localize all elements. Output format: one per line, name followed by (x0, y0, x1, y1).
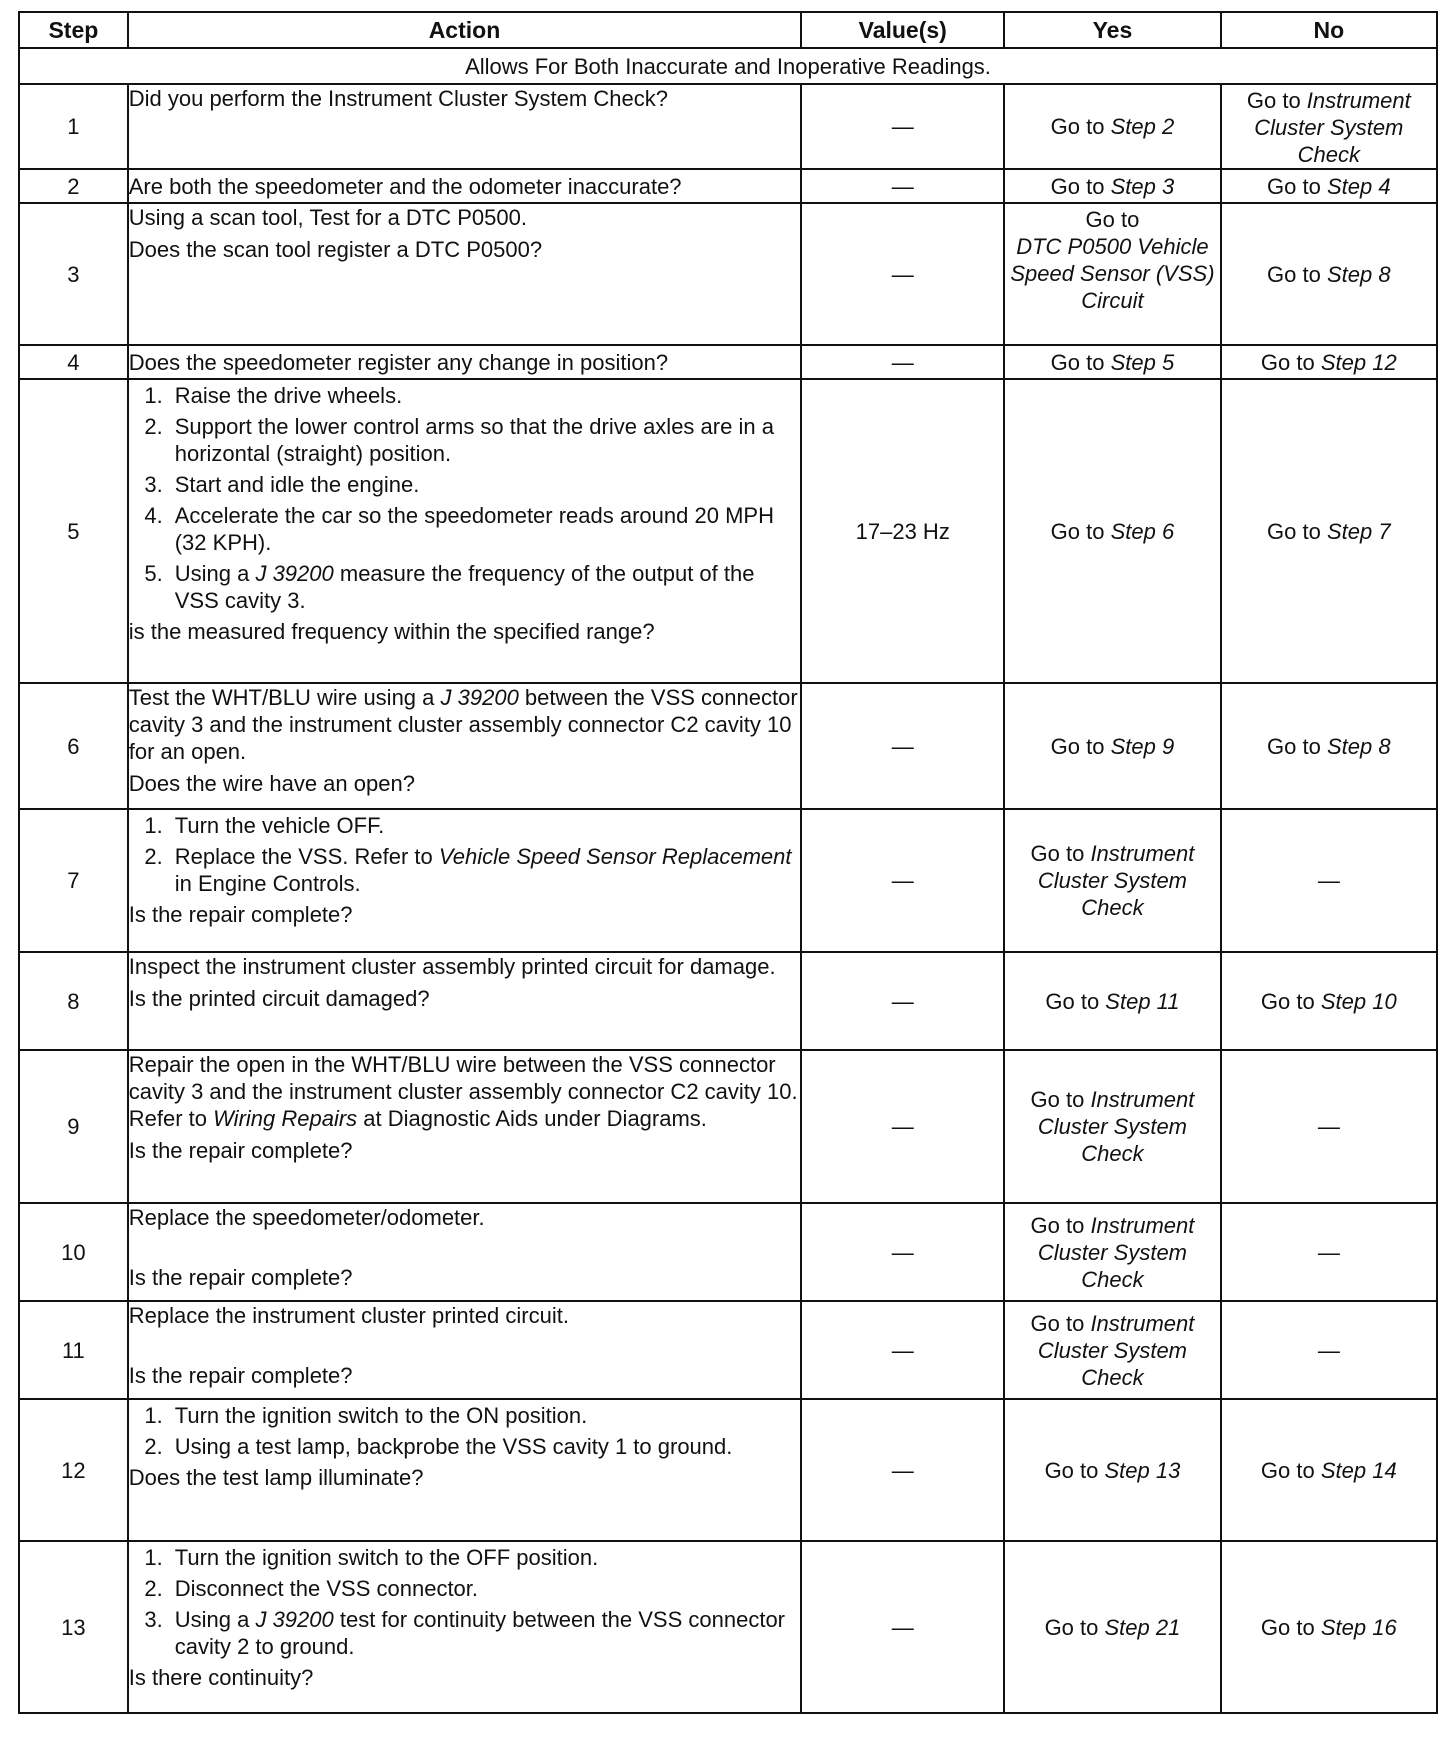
banner-row (19, 48, 1437, 84)
no-prefix: Go to (1260, 1614, 1321, 1640)
yes-reference: DTC P0500 Vehicle Speed Sensor (VSS) Circuit (1010, 234, 1215, 313)
step-number: 8 (19, 952, 128, 1050)
action-cell (128, 345, 801, 379)
step-number: 12 (19, 1399, 128, 1541)
action-steps (129, 812, 800, 897)
yes-reference: Step 11 (1105, 988, 1180, 1014)
action-cell (128, 1050, 801, 1203)
action-cell (128, 809, 801, 952)
no-reference: Step 4 (1326, 173, 1391, 199)
action-instruction: Replace the instrument cluster printed circuit. (128, 1303, 569, 1328)
action-instruction: Using a scan tool, Test for a DTC P0500. (128, 205, 527, 230)
table-row (19, 1399, 1437, 1541)
header-no: No (1221, 12, 1437, 48)
yes-cell (1004, 1541, 1220, 1713)
yes-prefix: Go to (1050, 173, 1111, 199)
action-cell (128, 1399, 801, 1541)
yes-reference: Instrument Cluster System Check (1037, 1087, 1195, 1166)
action-cell (128, 84, 801, 169)
step-number: 13 (19, 1541, 128, 1713)
action-question: Is the repair complete? (128, 902, 353, 927)
action-instruction: Replace the speedometer/odometer. (128, 1205, 485, 1230)
yes-cell (1004, 1301, 1220, 1399)
yes-prefix: Go to (1030, 1087, 1091, 1112)
action-step: 2. Replace the VSS. Refer to Vehicle Speed Sensor Replacement in Engine Controls. (144, 844, 792, 896)
action-step: 2. Using a test lamp, backprobe the VSS cavity 1 to ground. (144, 1434, 733, 1459)
header-step: Step (19, 12, 128, 48)
action-steps (129, 382, 800, 614)
action-instruction: Test the WHT/BLU wire using a J 39200 between the VSS connector cavity 3 and the instrument cluster assembly connector C2 cavity 10 for an open. (128, 685, 798, 764)
table-row (19, 169, 1437, 203)
yes-cell (1004, 379, 1220, 683)
yes-reference: Step 5 (1110, 349, 1175, 375)
action-question: Is there continuity? (128, 1665, 314, 1690)
table-row (19, 203, 1437, 345)
header-values: Value(s) (801, 12, 1004, 48)
no-cell: — (1221, 1203, 1437, 1301)
value-cell: — (801, 203, 1004, 345)
yes-prefix: Go to (1030, 1310, 1091, 1336)
no-prefix: Go to (1260, 988, 1321, 1014)
action-cell (128, 952, 801, 1050)
no-reference: Step 16 (1320, 1614, 1397, 1640)
no-cell (1221, 345, 1437, 379)
step-number: 2 (19, 169, 128, 203)
no-cell: — (1221, 809, 1437, 952)
value-cell: — (801, 1050, 1004, 1203)
yes-prefix: Go to (1050, 518, 1111, 544)
yes-prefix: Go to (1050, 114, 1111, 139)
value-cell: — (801, 1541, 1004, 1713)
action-step: 4. Accelerate the car so the speedometer reads around 20 MPH (32 KPH). (144, 503, 774, 555)
action-step: 2. Support the lower control arms so that the drive axles are in a horizontal (straight) position. (144, 414, 774, 466)
no-prefix: Go to (1267, 261, 1327, 287)
action-cell (128, 1541, 801, 1713)
action-question: Is the printed circuit damaged? (128, 986, 430, 1011)
yes-reference: Instrument Cluster System Check (1037, 1310, 1195, 1390)
yes-prefix: Go to (1050, 349, 1111, 375)
table-row (19, 952, 1437, 1050)
value-cell: — (801, 809, 1004, 952)
action-step: 1. Turn the vehicle OFF. (144, 813, 385, 838)
action-cell (128, 169, 801, 203)
action-question: is the measured frequency within the specified range? (128, 619, 655, 644)
action-cell (128, 683, 801, 809)
yes-reference: Step 2 (1110, 114, 1175, 139)
yes-prefix: Go to (1050, 733, 1111, 759)
table-row (19, 683, 1437, 809)
yes-prefix: Go to (1045, 988, 1106, 1014)
yes-cell (1004, 345, 1220, 379)
no-reference: Step 7 (1326, 518, 1391, 544)
action-question: Does the scan tool register a DTC P0500? (128, 237, 543, 262)
step-number: 6 (19, 683, 128, 809)
diagnostic-table-sheet (18, 11, 1438, 1714)
header-yes: Yes (1004, 12, 1220, 48)
table-row (19, 809, 1437, 952)
yes-prefix: Go to (1085, 207, 1140, 232)
no-reference: Step 12 (1320, 349, 1397, 375)
value-cell: — (801, 169, 1004, 203)
value-cell: — (801, 1399, 1004, 1541)
step-number: 9 (19, 1050, 128, 1203)
value-cell: — (801, 345, 1004, 379)
action-question: Is the repair complete? (128, 1265, 353, 1290)
action-question: Is the repair complete? (128, 1138, 353, 1163)
action-step: 1. Turn the ignition switch to the ON position. (144, 1403, 588, 1428)
action-question: Does the wire have an open? (128, 771, 415, 796)
no-cell (1221, 1399, 1437, 1541)
no-prefix: Go to (1260, 349, 1321, 375)
action-steps (129, 1544, 800, 1660)
action-step: 5. Using a J 39200 measure the frequency of the output of the VSS cavity 3. (144, 561, 755, 613)
table-row (19, 84, 1437, 169)
value-cell: — (801, 952, 1004, 1050)
yes-cell (1004, 169, 1220, 203)
action-cell (128, 379, 801, 683)
action-step: 2. Disconnect the VSS connector. (144, 1576, 479, 1601)
yes-cell (1004, 84, 1220, 169)
value-cell: 17–23 Hz (801, 379, 1004, 683)
yes-cell (1004, 203, 1220, 345)
no-reference: Step 8 (1326, 733, 1391, 759)
no-reference: Step 8 (1326, 261, 1391, 287)
step-number: 1 (19, 84, 128, 169)
no-prefix: Go to (1267, 518, 1327, 544)
value-cell: — (801, 1301, 1004, 1399)
yes-cell (1004, 1399, 1220, 1541)
action-step: 3. Using a J 39200 test for continuity between the VSS connector cavity 2 to ground. (144, 1607, 786, 1659)
yes-reference: Step 13 (1104, 1457, 1181, 1483)
yes-prefix: Go to (1030, 841, 1091, 866)
action-question: Is the repair complete? (128, 1363, 353, 1388)
no-cell (1221, 379, 1437, 683)
header-action: Action (128, 12, 801, 48)
yes-reference: Step 6 (1110, 518, 1175, 544)
header-row (19, 12, 1437, 48)
action-cell (128, 1203, 801, 1301)
value-cell: — (801, 1203, 1004, 1301)
step-number: 10 (19, 1203, 128, 1301)
no-cell (1221, 84, 1437, 169)
action-question: Did you perform the Instrument Cluster System Check? (128, 86, 668, 111)
no-prefix: Go to (1246, 88, 1307, 113)
value-cell: — (801, 84, 1004, 169)
diagnostic-table (18, 11, 1438, 1714)
no-reference: Step 14 (1320, 1457, 1397, 1483)
step-number: 11 (19, 1301, 128, 1399)
value-cell: — (801, 683, 1004, 809)
action-instruction: Inspect the instrument cluster assembly printed circuit for damage. (128, 954, 776, 979)
table-row (19, 1541, 1437, 1713)
yes-prefix: Go to (1030, 1212, 1091, 1238)
table-row (19, 379, 1437, 683)
action-step: 1. Turn the ignition switch to the OFF position. (144, 1545, 599, 1570)
step-number: 4 (19, 345, 128, 379)
no-cell (1221, 952, 1437, 1050)
no-prefix: Go to (1267, 173, 1327, 199)
yes-reference: Step 9 (1110, 733, 1175, 759)
table-row (19, 1203, 1437, 1301)
step-number: 3 (19, 203, 128, 345)
action-cell (128, 1301, 801, 1399)
action-step: 1. Raise the drive wheels. (144, 383, 403, 408)
yes-prefix: Go to (1044, 1614, 1105, 1640)
step-number: 5 (19, 379, 128, 683)
no-prefix: Go to (1267, 733, 1327, 759)
yes-cell (1004, 952, 1220, 1050)
yes-prefix: Go to (1044, 1457, 1105, 1483)
no-cell (1221, 169, 1437, 203)
action-steps (129, 1402, 800, 1460)
banner-text: Allows For Both Inaccurate and Inoperative Readings. (19, 48, 1437, 84)
no-cell (1221, 683, 1437, 809)
yes-cell (1004, 1050, 1220, 1203)
yes-reference: Instrument Cluster System Check (1037, 1212, 1195, 1292)
yes-reference: Step 21 (1104, 1614, 1181, 1640)
no-prefix: Go to (1260, 1457, 1321, 1483)
yes-reference: Instrument Cluster System Check (1037, 841, 1195, 920)
action-question: Does the test lamp illuminate? (128, 1465, 424, 1490)
no-reference: Instrument Cluster System Check (1254, 88, 1411, 167)
yes-cell (1004, 683, 1220, 809)
action-cell (128, 203, 801, 345)
action-instruction: Repair the open in the WHT/BLU wire between the VSS connector cavity 3 and the instrument cluster assembly connector C2 cavity 10. Refer to Wiring Repairs at Diagnostic Aids under Diagrams. (128, 1052, 798, 1131)
action-question: Are both the speedometer and the odometer inaccurate? (128, 173, 682, 199)
table-row (19, 345, 1437, 379)
yes-reference: Step 3 (1110, 173, 1175, 199)
no-cell: — (1221, 1301, 1437, 1399)
yes-cell (1004, 1203, 1220, 1301)
no-cell (1221, 1541, 1437, 1713)
table-row (19, 1301, 1437, 1399)
table-row (19, 1050, 1437, 1203)
no-cell (1221, 203, 1437, 345)
action-question: Does the speedometer register any change in position? (128, 349, 669, 375)
no-reference: Step 10 (1320, 988, 1397, 1014)
no-cell: — (1221, 1050, 1437, 1203)
action-step: 3. Start and idle the engine. (144, 472, 420, 497)
step-number: 7 (19, 809, 128, 952)
yes-cell (1004, 809, 1220, 952)
